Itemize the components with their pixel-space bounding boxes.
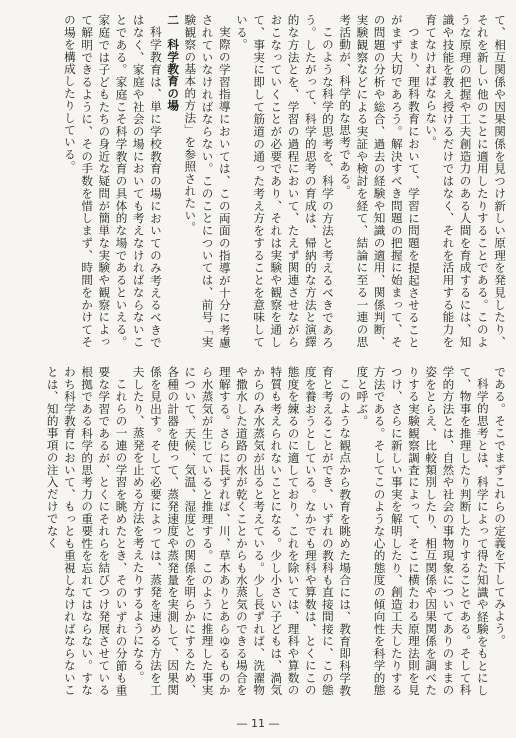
upper-paragraph-1: て、相互関係や因果関係を見つけ新しい原理を発見したり、それを新しい他のことに適用したりすることである。このような原理の把握や工夫創造力のある人間を育成するには、知識や技能を教え授けるだけではなく、それを活用する能力を育てなければならない。 bbox=[424, 14, 507, 348]
page-number: — 11 — bbox=[236, 717, 280, 730]
upper-paragraph-3: このような科学的思考を、科学の方法と考えるべきであろう。したがって、科学的思考の育成は、帰納的な方法と演繹的な方法とを、学習の過程において、たえず関連させながらおこなっていくことが必要であり、それは実験や観察を通して、事実に即して筋道の通った考え方をすることを意味している。 bbox=[234, 14, 335, 348]
lower-paragraph-2: 科学的思考とは、科学によって得た知識や経験をもとにして、物事を推理したり判断したりすることである。そして科学的方法とは、自然や社会の事物現象についてありのままの姿をとらえ、比較類別したり、相互関係や因果関係を調べたりする実験観察調査によって、そこに横たわる原理法則を見つけ、さらに新しい事実を解明したり、創造工夫したりする方法である。そしてこのような心的態度の傾向性を科学的態度と呼ぶ。 bbox=[355, 366, 490, 696]
lower-paragraph-3: このような観点から教育を眺めた場合には、教育即科学教育と考えることができ、いずれの教科も直接間接に、この態度を養おうとしている。なかでも理科や算数は、とくにこの態度を練るのに適しており、これを除いては、理科や算数の特質も考えられないことになる。少し小さい子どもは、渦気からのみ水蒸気が出ると考えている。少し長ずれば、洗濯物や撒水した道路の水が乾くことからも水蒸気のできる場合を理解する。さらに長ずれば、川、草木ありとあらゆるものから水蒸気が生じていると推理する。このように推理した事実について、天候、気温、湿度との関係を明らかにするため、各種の計器を使って、蒸発速度や蒸発量を実測して、因果関係を見出す。そして必要によっては、蒸発を速める方法を工夫したり、蒸発を止める方法を考えたりするようになる。 bbox=[131, 366, 353, 696]
lower-paragraph-4: これらの一連の学習を眺めたとき、そのいずれの分節も重要な学習であるが、とくにそれらを結びつけ発展させている根拠である科学的思考力の重要性を忘れてはならない。すなわち科学教育において、もっとも重視しなければならないことは、知的事項の注入だけでなく bbox=[45, 366, 129, 696]
lower-text-block bbox=[14, 366, 508, 696]
lower-paragraph-1: である。そこでまずこれらの定義を下してみよう。 bbox=[493, 366, 507, 647]
upper-paragraph-2: つまり、理科教育において、学習に問題を提起させることがまず大切であろう。解決すべき問題の把握に始まって、その問題の分析や総合、過去の経験や知識の適用、関係判断、実験観察などによる実証や検討を経て、結論に至る一連の思考活動が、科学的な思考である。 bbox=[338, 14, 421, 348]
upper-paragraph-4: 実際の学習指導においては、この両面の指導が十分に考慮されていなければならない。このことについては、前号「実験観察の基本的方法」を参照されたい。 bbox=[183, 14, 232, 348]
upper-text-block bbox=[14, 14, 508, 348]
section-heading: 二 科学教育の場 bbox=[166, 14, 181, 112]
column-divider bbox=[14, 354, 502, 355]
section-body: 科学教育は、単に学校教育の場においてのみ考えるべきではなく、家庭や社会の場においても考えなければならないことである。家庭こそ科学教育の具体的な場であるといえる。家庭では子どもたちの身近な疑問が簡単な実験や観察によって解明できるように、その手数を惜しまず、時間をかけてその場を構成したりしている。 bbox=[62, 14, 163, 348]
